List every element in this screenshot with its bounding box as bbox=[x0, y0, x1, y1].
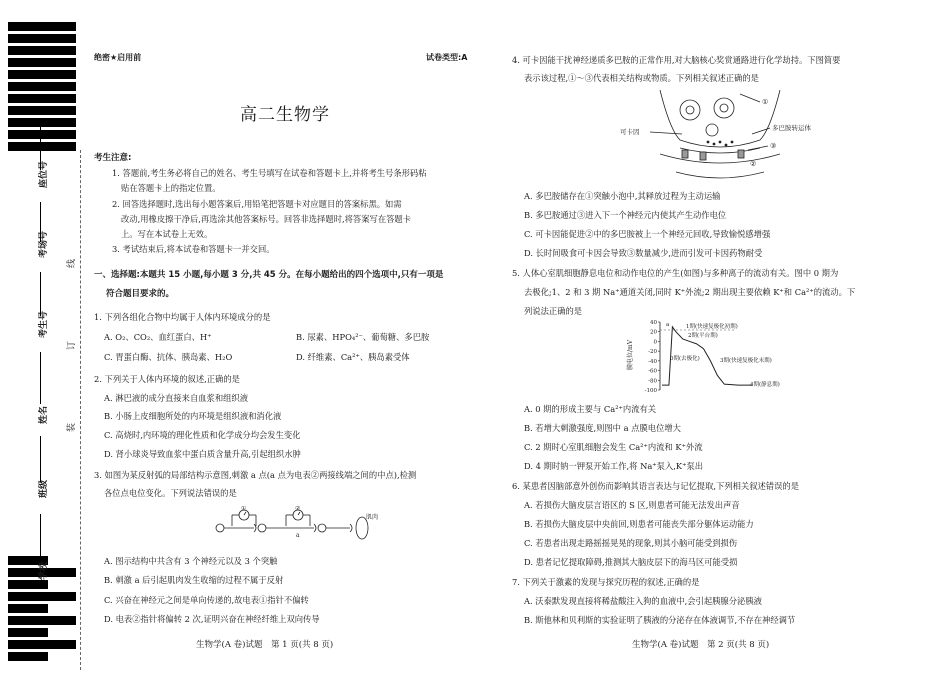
binding-stripe bbox=[8, 616, 76, 625]
binding-stripe bbox=[8, 82, 76, 91]
y-tick-label: -20 bbox=[648, 349, 657, 356]
page-footer-2: 生物学(A 卷)试题 第 2 页(共 8 页) bbox=[632, 640, 770, 650]
y-tick-label: -100 bbox=[644, 388, 657, 394]
binding-stripe bbox=[8, 592, 76, 601]
meter-2-label: ② bbox=[295, 506, 301, 512]
school-field-label: 学校 bbox=[39, 561, 49, 580]
synapse-diagram bbox=[620, 90, 820, 186]
q6-option-d: D. 患者记忆提取障碍,推测其大脑皮层下的海马区可能受损 bbox=[524, 557, 738, 567]
reflex-arc-diagram bbox=[214, 506, 389, 550]
q6-stem: 6. 某患者因脑部意外创伤而影响其语言表达与记忆提取,下列相关叙述错误的是 bbox=[512, 481, 799, 491]
q2-option-d: D. 肾小球炎导致血浆中蛋白质含量升高,引起组织水肿 bbox=[104, 449, 301, 459]
q2-option-c: C. 高烧时,内环境的理化性质和化学成分均会发生变化 bbox=[104, 430, 301, 440]
q5-option-a: A. 0 期的形成主要与 Ca²⁺内流有关 bbox=[524, 404, 657, 414]
q2-option-a: A. 淋巴液的成分直接来自血浆和组织液 bbox=[104, 393, 249, 403]
staple-mark: 订 bbox=[67, 340, 77, 350]
notice-line: 2. 回答选择题时,选出每小题答案后,用铅笔把答题卡对应题目的答案标黑。如需 bbox=[112, 199, 402, 209]
binding-stripe bbox=[8, 94, 76, 103]
q3-option-d: D. 电表②指针将偏转 2 次,证明兴奋在神经纤维上双向传导 bbox=[104, 614, 320, 624]
q6-option-a: A. 若损伤大脑皮层言语区的 S 区,则患者可能无法发出声音 bbox=[524, 500, 740, 510]
section-heading-cont: 符合题目要求的。 bbox=[106, 289, 175, 299]
name-field-label: 姓名 bbox=[39, 405, 49, 424]
q4-stem: 4. 可卡因能干扰神经递质多巴胺的正常作用,对大脑核心奖赏通路进行化学劫持。下图简要 bbox=[512, 55, 841, 65]
binding-stripe bbox=[8, 118, 76, 127]
label-2: ② bbox=[750, 160, 757, 168]
examinee-id-field-label: 考生号 bbox=[39, 310, 49, 338]
binding-stripe bbox=[8, 106, 76, 115]
notice-line: 上。写在本试卷上无效。 bbox=[121, 229, 213, 239]
q7-stem: 7. 下列关于激素的发现与探究历程的叙述,正确的是 bbox=[512, 577, 700, 587]
binding-stripe bbox=[8, 34, 76, 43]
q2-option-b: B. 小肠上皮细胞所处的内环境是组织液和消化液 bbox=[104, 411, 282, 421]
class-field-label: 班级 bbox=[39, 479, 49, 498]
notice-line: 改动,用橡皮擦干净后,再选涂其他答案标号。回答非选择题时,将答案写在答题卡 bbox=[121, 214, 412, 224]
q4-option-c: C. 可卡因能促进②中的多巴胺被上一个神经元回收,导致愉悦感增强 bbox=[524, 229, 771, 239]
phase-label: 0期(去极化) bbox=[670, 356, 700, 362]
q3-stem: 3. 如图为某反射弧的局部结构示意图,刺激 a 点(a 点为电表②两接线端之间的中点),检测 bbox=[94, 470, 417, 480]
phase-label: 4期(静息期) bbox=[750, 382, 780, 388]
binding-stripe bbox=[8, 142, 76, 151]
phase-label: a bbox=[666, 322, 670, 328]
q4-stem-cont: 表示该过程,①～③代表相关结构或物质。下列相关叙述正确的是 bbox=[524, 73, 759, 83]
q3-option-b: B. 刺激 a 后引起肌肉发生收缩的过程不属于反射 bbox=[104, 575, 284, 585]
binding-stripe bbox=[8, 604, 48, 613]
notice-title: 考生注意: bbox=[94, 153, 132, 163]
y-tick-label: -40 bbox=[648, 358, 657, 365]
y-tick-label: -80 bbox=[648, 378, 657, 385]
cocaine-label: 可卡因 bbox=[620, 128, 640, 136]
q3-option-a: A. 图示结构中共含有 3 个神经元以及 3 个突触 bbox=[104, 556, 278, 566]
q4-option-a: A. 多巴胺储存在①突触小泡中,其释放过程为主动运输 bbox=[524, 191, 721, 201]
q7-option-a: A. 沃泰默发现直接将稀盐酸注入狗的血液中,会引起胰腺分泌胰液 bbox=[524, 596, 762, 606]
y-tick-label: 40 bbox=[650, 320, 657, 326]
seat-field-label: 座位号 bbox=[39, 160, 49, 188]
page-footer-1: 生物学(A 卷)试题 第 1 页(共 8 页) bbox=[196, 640, 334, 650]
phase-label: 1期(快速复极化初期) bbox=[686, 324, 738, 330]
binding-stripe bbox=[8, 22, 76, 31]
q6-option-c: C. 若患者出现走路摇摇晃晃的现象,则其小脑可能受到损伤 bbox=[524, 538, 738, 548]
q1-option-c: C. 胃蛋白酶、抗体、胰岛素、H₂O bbox=[104, 352, 233, 362]
binding-stripe bbox=[8, 46, 76, 55]
notice-line: 3. 考试结束后,将本试卷和答题卡一并交回。 bbox=[112, 244, 275, 254]
examinee-id-field-line bbox=[40, 272, 41, 316]
dopamine-transporter-label: 多巴胺转运体 bbox=[772, 124, 811, 132]
q5-option-b: B. 若增大刺激强度,则图中 a 点膜电位增大 bbox=[524, 423, 681, 433]
binding-stripe bbox=[8, 628, 48, 637]
q5-stem-cont2: 列说法正确的是 bbox=[524, 306, 583, 316]
phase-label: 3期(快速复极化末期) bbox=[720, 358, 772, 364]
phase-label: 2期(平台期) bbox=[688, 333, 718, 339]
y-tick-label: 20 bbox=[650, 329, 657, 336]
page-title: 高二生物学 bbox=[240, 105, 330, 125]
meter-1-label: ① bbox=[241, 506, 247, 512]
q1-option-d: D. 纤维素、Ca²⁺、胰岛素受体 bbox=[296, 352, 410, 362]
seat-field-line bbox=[40, 124, 41, 170]
q4-option-b: B. 多巴胺通过③进入下一个神经元内使其产生动作电位 bbox=[524, 210, 727, 220]
q3-option-c: C. 兴奋在神经元之间是单向传递的,故电表①指针不偏转 bbox=[104, 595, 309, 605]
binding-stripe bbox=[8, 130, 76, 139]
q5-stem-cont: 去极化;1、2 和 3 期 Na⁺通道关闭,同时 K⁺外流;2 期出现主要依赖 K⁺和 Ca²⁺的流动。下 bbox=[524, 287, 856, 297]
binding-margin bbox=[0, 0, 100, 688]
muscle-label: 肌肉 bbox=[366, 514, 379, 521]
cut-line bbox=[80, 150, 81, 670]
q1-stem: 1. 下列各组化合物中均属于人体内环境成分的是 bbox=[94, 312, 271, 322]
notice-line: 1. 答题前,考生务必将自己的姓名、考生号填写在试卷和答题卡上,并将考生号条形码粘 bbox=[112, 168, 427, 178]
binding-stripe bbox=[8, 580, 48, 589]
label-3: ③ bbox=[770, 142, 777, 150]
school-field-line bbox=[40, 514, 41, 562]
label-1: ① bbox=[762, 98, 769, 106]
q4-option-d: D. 长时间吸食可卡因会导致③数量减少,进而引发可卡因药物耐受 bbox=[524, 248, 763, 258]
binding-stripe bbox=[8, 58, 76, 67]
q7-option-b: B. 斯他林和贝利斯的实验证明了胰液的分泌存在体液调节,不存在神经调节 bbox=[524, 615, 796, 625]
class-field-line bbox=[40, 436, 41, 482]
q5-option-d: D. 4 期时钠一钾泵开始工作,将 Na⁺泵入,K⁺泵出 bbox=[524, 461, 704, 471]
binding-mark: 装 bbox=[67, 422, 77, 432]
q1-option-b: B. 尿素、HPO₄²⁻、葡萄糖、多巴胺 bbox=[296, 332, 430, 342]
y-tick-label: -60 bbox=[648, 368, 657, 375]
name-field-line bbox=[40, 352, 41, 404]
line-mark: 线 bbox=[67, 258, 77, 268]
point-a-label: a bbox=[296, 532, 300, 539]
q6-option-b: B. 若损伤大脑皮层中央前回,则患者可能丧失部分躯体运动能力 bbox=[524, 519, 754, 529]
section-heading: 一、选择题:本题共 15 小题,每小题 3 分,共 45 分。在每小题给出的四个选项中,只有一项是 bbox=[94, 270, 444, 280]
binding-stripe bbox=[8, 640, 76, 649]
q5-option-c: C. 2 期时心室肌细胞会发生 Ca²⁺内流和 K⁺外流 bbox=[524, 442, 703, 452]
q1-option-a: A. O₂、CO₂、血红蛋白、H⁺ bbox=[104, 332, 212, 342]
paper-type-label: 试卷类型:A bbox=[426, 53, 468, 62]
room-field-line bbox=[40, 202, 41, 242]
y-tick-label: 0 bbox=[653, 339, 657, 346]
y-axis-label: 膜电位/mV bbox=[627, 339, 634, 370]
confidential-label: 绝密★启用前 bbox=[94, 53, 142, 62]
q3-stem-cont: 各位点电位变化。下列说法错误的是 bbox=[104, 488, 237, 498]
binding-stripe bbox=[8, 70, 76, 79]
action-potential-chart bbox=[626, 318, 816, 394]
q5-stem: 5. 人体心室肌细胞静息电位和动作电位的产生(如图)与多种离子的流动有关。图中 0 期为 bbox=[512, 268, 839, 278]
room-field-label: 考场号 bbox=[39, 230, 49, 258]
q2-stem: 2. 下列关于人体内环境的叙述,正确的是 bbox=[94, 374, 240, 384]
binding-stripe bbox=[8, 652, 48, 661]
notice-line: 贴在答题卡上的指定位置。 bbox=[121, 183, 221, 193]
